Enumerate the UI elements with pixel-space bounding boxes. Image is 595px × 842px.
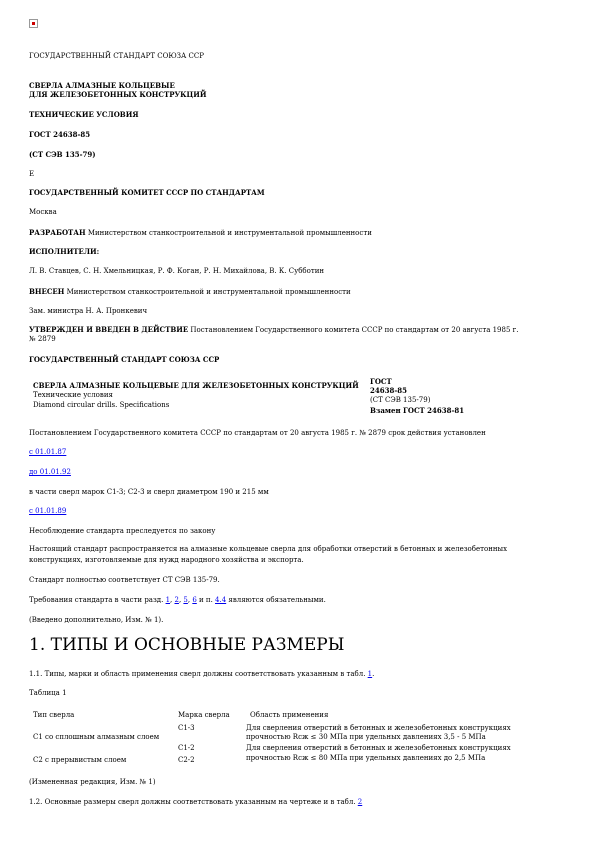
req-mid: и п. <box>196 596 216 604</box>
tech-conditions: ТЕХНИЧЕСКИЕ УСЛОВИЯ <box>29 110 139 119</box>
clause-1-1 <box>29 670 374 679</box>
table-header-mark: Марка сверла <box>178 711 230 719</box>
approved-number: № 2879 <box>29 335 56 343</box>
link-section-5[interactable]: 5 <box>183 596 188 604</box>
deputy: Зам. министра Н. А. Пронкевич <box>29 307 148 315</box>
link-section-1[interactable]: 1 <box>165 596 171 604</box>
part-text: в части сверл марок С1-3; С2-3 и сверл диаметром 190 и 215 мм <box>29 488 269 496</box>
table-cell-mark: С1-3 <box>178 724 195 732</box>
city: Москва <box>29 208 57 216</box>
requirements-line <box>29 596 326 605</box>
clause-1-2-text: 1.2. Основные размеры сверл должны соответствовать указанным на чертеже и в табл. <box>29 798 358 806</box>
table-cell-area-line: прочностью Rсж ≤ 80 МПа при удельных давлениях до 2,5 МПа <box>246 754 486 762</box>
change-note: (Измененная редакция, Изм. № 1) <box>29 778 156 786</box>
link-table-1[interactable]: 1 <box>367 670 373 678</box>
title-block-title: СВЕРЛА АЛМАЗНЫЕ КОЛЬЦЕВЫЕ ДЛЯ ЖЕЛЕЗОБЕТОННЫХ КОНСТРУКЦИЙ <box>33 381 359 390</box>
clause-1-1-text: 1.1. Типы, марки и область применения сверл должны соответствовать указанным в табл. <box>29 670 368 678</box>
executors-label: ИСПОЛНИТЕЛИ: <box>29 247 100 256</box>
clause-1-2 <box>29 798 362 807</box>
state-standard-header-2: ГОСУДАРСТВЕННЫЙ СТАНДАРТ СОЮЗА ССР <box>29 355 220 364</box>
link-section-6[interactable]: 6 <box>192 596 197 604</box>
gost-number: ГОСТ 24638-85 <box>29 130 91 139</box>
broken-image-icon <box>29 19 38 28</box>
link-clause-4-4[interactable]: 4.4 <box>215 596 227 604</box>
approved-line <box>29 325 519 335</box>
req-sep-1: , <box>170 596 175 604</box>
req-prefix: Требования стандарта в части разд. <box>29 596 166 604</box>
state-standard-header: ГОСУДАРСТВЕННЫЙ СТАНДАРТ СОЮЗА ССР <box>29 52 204 60</box>
link-table-2[interactable]: 2 <box>357 798 363 806</box>
title-block-en: Diamond circular drills. Specifications <box>33 401 170 409</box>
approved-text: Постановлением Государственного комитета СССР по стандартам от 20 августа 1985 г. <box>188 326 519 334</box>
st-sev: (СТ СЭВ 135-79) <box>29 150 96 159</box>
doc-title-line2: ДЛЯ ЖЕЛЕЗОБЕТОННЫХ КОНСТРУКЦИЙ <box>29 90 207 99</box>
to-date: до 01.01.92 <box>29 468 71 476</box>
section-1-heading: 1. ТИПЫ И ОСНОВНЫЕ РАЗМЕРЫ <box>29 635 345 655</box>
letter-e: E <box>29 170 35 178</box>
introduced-text: Министерством станкостроительной и инструментальной промышленности <box>64 288 351 296</box>
title-block-st-sev: (СТ СЭВ 135-79) <box>370 396 431 404</box>
table-cell-mark: С2-2 <box>178 756 195 764</box>
table-cell-mark: С1-2 <box>178 744 195 752</box>
clause-1-1-end: . <box>372 670 375 678</box>
from-date: с 01.01.87 <box>29 448 67 456</box>
req-sep-2: , <box>178 596 184 604</box>
decree: Постановлением Государственного комитета СССР по стандартам от 20 августа 1985 г. № 2879 срок действия установлен <box>29 429 486 437</box>
link-section-2[interactable]: 2 <box>174 596 179 604</box>
req-sep-3: , <box>187 596 193 604</box>
table-header-area: Область применения <box>250 711 329 719</box>
table-cell-area-line: прочностью Rсж ≤ 30 МПа при удельных давлениях 3,5 - 5 МПа <box>246 733 486 741</box>
scope-line2: конструкциях, изготовляемые для нужд народного хозяйства и экспорта. <box>29 556 304 564</box>
introduced-line <box>29 287 351 297</box>
developed-line <box>29 228 372 238</box>
scope-line1: Настоящий стандарт распространяется на алмазные кольцевые сверла для обработки отверстий в бетонных и железобетонных <box>29 545 508 553</box>
approved-label: УТВЕРЖДЕН И ВВЕДЕН В ДЕЙСТВИЕ <box>29 325 189 334</box>
conformity: Стандарт полностью соответствует СТ СЭВ 135-79. <box>29 576 220 584</box>
doc-title-line1: СВЕРЛА АЛМАЗНЫЕ КОЛЬЦЕВЫЕ <box>29 81 175 90</box>
added-note: (Введено дополнительно, Изм. № 1). <box>29 616 164 624</box>
table-cell-area-line: Для сверления отверстий в бетонных и железобетонных конструкциях <box>246 724 511 732</box>
developed-text: Министерством станкостроительной и инструментальной промышленности <box>85 229 372 237</box>
title-block-gost-number: 24638-85 <box>370 386 407 395</box>
title-block-replaces: Взамен ГОСТ 24638-81 <box>370 406 465 415</box>
table-caption: Таблица 1 <box>29 689 67 697</box>
table-cell-type: С1 со сплошным алмазным слоем <box>33 733 160 741</box>
req-suffix: являются обязательными. <box>226 596 326 604</box>
table-header-type: Тип сверла <box>33 711 75 719</box>
table-cell-area-line: Для сверления отверстий в бетонных и железобетонных конструкциях <box>246 744 511 752</box>
title-block-subtitle: Технические условия <box>33 391 113 399</box>
violation: Несоблюдение стандарта преследуется по закону <box>29 527 216 535</box>
developed-label: РАЗРАБОТАН <box>29 228 86 237</box>
title-block-gost-label: ГОСТ <box>370 377 392 386</box>
executors-names: Л. В. Ставцев, С. Н. Хмельницкая, Р. Ф. Коган, Р. Н. Михайлова, В. К. Субботин <box>29 267 325 275</box>
from-date-2: с 01.01.89 <box>29 507 67 515</box>
table-cell-type: С2 с прерывистым слоем <box>33 756 127 764</box>
committee: ГОСУДАРСТВЕННЫЙ КОМИТЕТ СССР ПО СТАНДАРТАМ <box>29 188 265 197</box>
introduced-label: ВНЕСЕН <box>29 287 65 296</box>
